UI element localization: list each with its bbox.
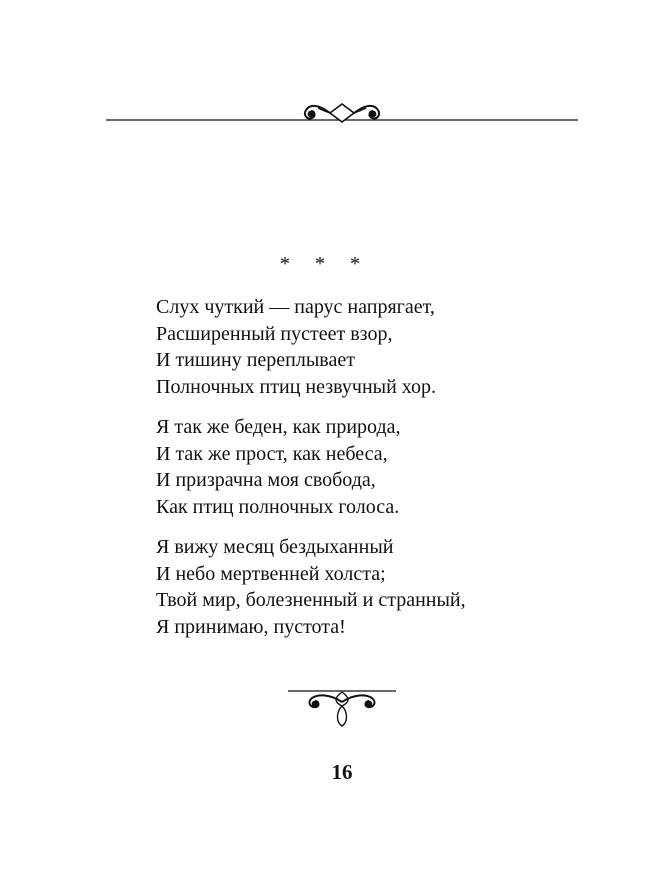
header-flourish-ornament: [106, 100, 578, 126]
poem-line: И так же прост, как небеса,: [156, 442, 388, 465]
stanza: [156, 414, 626, 520]
section-asterisks: * * *: [280, 253, 370, 275]
poem-line: Полночных птиц незвучный хор.: [156, 375, 437, 398]
poem-line: Слух чуткий — парус напрягает,: [156, 296, 435, 318]
poem-line: Расширенный пустеет взор,: [156, 322, 393, 345]
poem: [156, 294, 626, 654]
footer-flourish-ornament: [288, 684, 396, 730]
poem-line: И тишину переплывает: [156, 349, 355, 371]
stanza: [156, 534, 626, 640]
poem-line: И небо мертвенней холста;: [156, 562, 386, 585]
poem-line: Твой мир, болезненный и странный,: [156, 589, 466, 611]
poem-line: Я вижу месяц бездыханный: [156, 536, 394, 558]
poem-line: Я принимаю, пустота!: [156, 615, 346, 638]
page-number: 16: [331, 760, 353, 784]
stanza: [156, 294, 626, 400]
poem-line: Я так же беден, как природа,: [156, 416, 401, 438]
poem-line: Как птиц полночных голоса.: [156, 495, 400, 518]
poem-line: И призрачна моя свобода,: [156, 469, 376, 491]
